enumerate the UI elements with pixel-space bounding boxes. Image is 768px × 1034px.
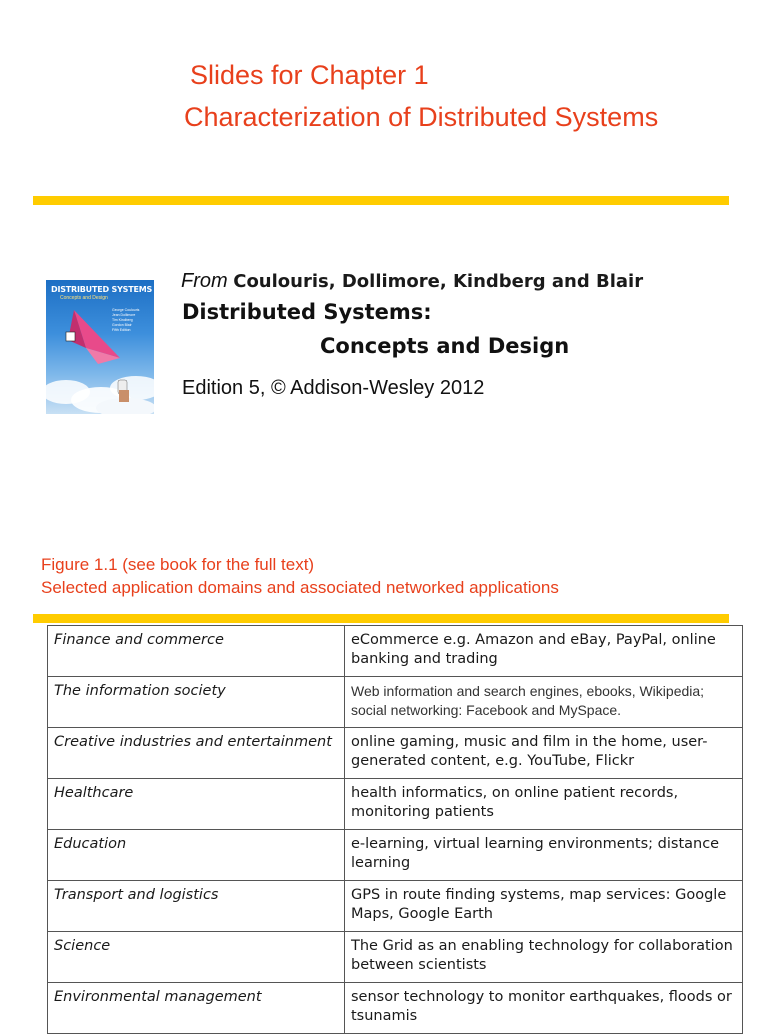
applications-cell: GPS in route finding systems, map services: Google Maps, Google Earth [345,881,743,932]
applications-cell: The Grid as an enabling technology for collaboration between scientists [345,932,743,983]
applications-cell: sensor technology to monitor earthquakes, floods or tsunamis [345,983,743,1034]
figure-caption-line2: Selected application domains and associated networked applications [41,578,559,597]
cover-title: DISTRIBUTED SYSTEMS [51,285,153,294]
applications-cell: e-learning, virtual learning environments; distance learning [345,830,743,881]
cover-authors [112,308,150,333]
application-domains-table [47,625,743,1034]
table-row [48,779,743,830]
divider-top [33,196,729,205]
domain-cell: Transport and logistics [48,881,345,932]
table-row [48,626,743,677]
cover-author: George Coulouris [112,308,140,312]
book-title-line2: Concepts and Design [320,334,570,358]
cover-subtitle: Concepts and Design [60,295,108,301]
domain-cell: Creative industries and entertainment [48,728,345,779]
domain-cell: Environmental management [48,983,345,1034]
table-row [48,932,743,983]
book-attribution [181,270,643,293]
cover-author: Tim Kindberg [112,318,133,322]
cover-author: Jean Dollimore [112,313,136,317]
applications-cell: online gaming, music and film in the home, user-generated content, e.g. YouTube, Flickr [345,728,743,779]
table-row [48,830,743,881]
domain-cell: Science [48,932,345,983]
table-row [48,881,743,932]
table-row [48,983,743,1034]
cover-author: Gordon Blair [112,323,132,327]
figure-caption-line1: Figure 1.1 (see book for the full text) [41,555,315,574]
divider-figure [33,614,729,623]
from-label: From [181,270,228,292]
domain-cell: Finance and commerce [48,626,345,677]
domain-cell: Education [48,830,345,881]
domain-cell: The information society [48,677,345,728]
table-row [48,677,743,728]
applications-cell: eCommerce e.g. Amazon and eBay, PayPal, online banking and trading [345,626,743,677]
book-title-line1: Distributed Systems: [182,300,432,324]
applications-cell: Web information and search engines, ebooks, Wikipedia; social networking: Facebook and MySpace. [345,677,743,728]
book-cover-image [46,280,154,414]
book-authors: Coulouris, Dollimore, Kindberg and Blair [233,271,644,292]
domain-cell: Healthcare [48,779,345,830]
cover-edition: Fifth Edition [112,328,131,332]
slide-title-line2: Characterization of Distributed Systems [184,102,659,132]
slide-title-line1: Slides for Chapter 1 [190,60,429,90]
table-row [48,728,743,779]
applications-cell: health informatics, on online patient records, monitoring patients [345,779,743,830]
book-edition: Edition 5, © Addison-Wesley 2012 [182,377,485,399]
